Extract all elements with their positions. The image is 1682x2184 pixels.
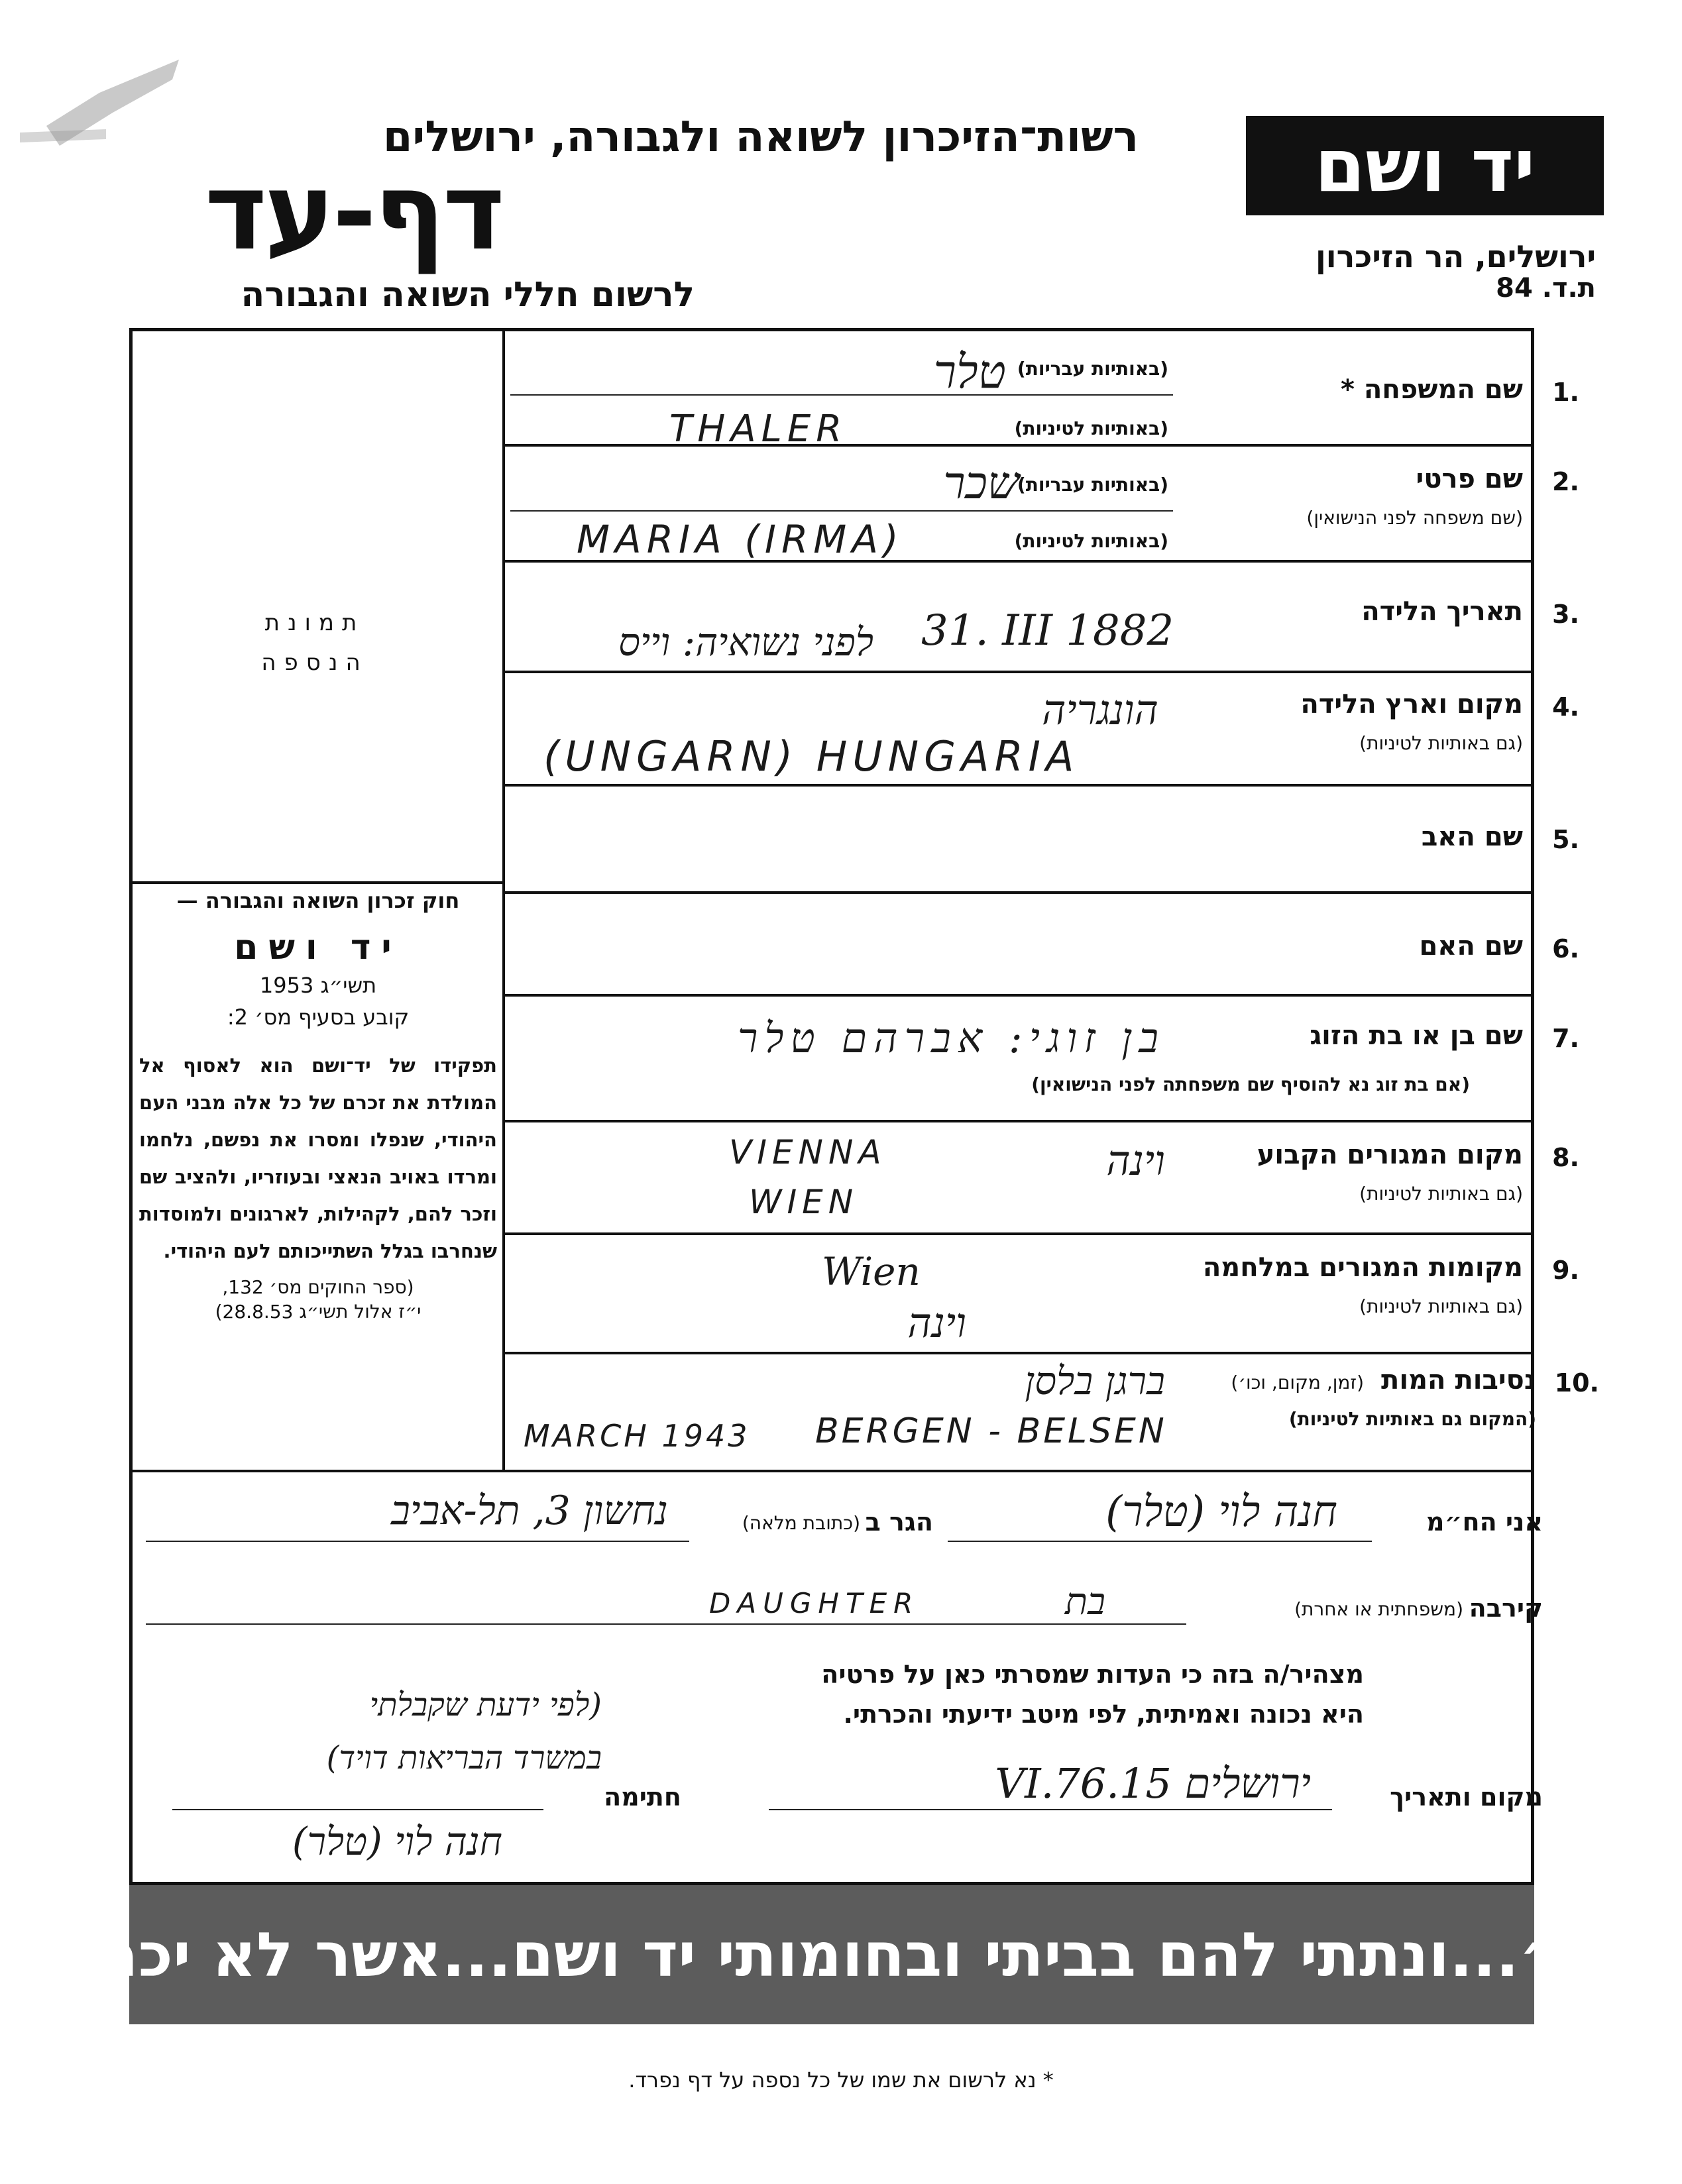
place-date-label: מקום ותאריך — [1390, 1782, 1543, 1812]
field-9-value-latin[interactable]: Wien — [822, 1249, 921, 1294]
authority-name: רשות־הזיכרון לשואה ולגבורה, ירושלים — [382, 113, 1139, 162]
row-divider — [502, 891, 1534, 894]
quote-text: ״...ונתתי להם בביתי ובחומותי יד ושם...אשר לא יכרת״ — [17, 1919, 1563, 1991]
law-org: יד ושם — [234, 928, 402, 967]
field-7-value[interactable]: בן זוגי: אברהם טלר — [737, 1014, 1165, 1062]
address-value[interactable]: נחשון 3, תל-אביב — [390, 1488, 668, 1534]
field-4-label: מקום וארץ הלידה — [1300, 689, 1523, 720]
field-3-value-date[interactable]: 31. III 1882 — [921, 606, 1174, 655]
law-text: תפקידו של יד־ושם הוא לאסוף אל המולדת את זכרם של כל אלה מבני העם היהודי, שנפלו ומסרו את נפשם, נלחמו ומרדו באויב הנאצי ובעוזריו, ולהציב שם וזכר להם, לקהילות, לארגונים ולמוסדות שנחרבו בגלל השתייכותם לעם היהודי. — [139, 1054, 497, 1262]
fields-bottom-divider — [129, 1470, 1534, 1472]
field-10-sub: (המקום גם באותיות לטיניות) — [1288, 1408, 1536, 1430]
field-2-label: שם פרטי — [1416, 464, 1523, 494]
field-9-label: מקומות המגורים במלחמה — [1202, 1252, 1523, 1283]
relation-hint: (משפחתית או אחרת) — [1294, 1598, 1463, 1620]
field-4-number: 4. — [1552, 692, 1579, 722]
field-4-value-latin[interactable]: (UNGARN) HUNGARIA — [543, 732, 1080, 781]
law-reference-date: י״ז אלול תשי״ג 28.8.53) — [215, 1301, 421, 1323]
field-4-value-hebrew[interactable]: הונגריה — [1042, 686, 1158, 734]
row-divider — [502, 444, 1534, 447]
quote-banner — [17, 1885, 1627, 2024]
field-10-value-latin[interactable]: BERGEN - BELSEN — [815, 1411, 1167, 1451]
field-8-sub: (גם באותיות לטיניות) — [1359, 1183, 1523, 1205]
field-9-number: 9. — [1552, 1256, 1579, 1285]
field-2-value-latin[interactable]: MARIA (IRMA) — [577, 517, 904, 562]
footnote: * נא לרשום את שמו של כל נספה על דף נפרד. — [628, 2067, 1054, 2093]
row-divider — [502, 1120, 1534, 1122]
field-1-hint-latin: (באותיות לטיניות) — [1014, 417, 1168, 439]
law-heading: חוק זכרון השואה והגבורה — — [176, 888, 460, 913]
address-hint: (כתובת מלאה) — [742, 1512, 860, 1534]
law-excerpt — [139, 888, 497, 1323]
field-3-value-note[interactable]: לפני נשואיה: וייס — [618, 620, 873, 665]
field-10-value-date[interactable]: MARCH 1943 — [524, 1418, 750, 1454]
photo-section-divider — [129, 881, 504, 884]
field-7-sub: (אם בת זוג נא להוסיף שם משפחתה לפני הנישואין) — [1031, 1073, 1470, 1095]
relation-value[interactable]: בת — [1064, 1580, 1105, 1623]
law-reference: (ספר החוקים מס׳ 132, — [222, 1276, 414, 1298]
field-6-label: שם האם — [1419, 931, 1523, 961]
field-5-label: שם האב — [1421, 822, 1523, 852]
relation-label: קירבה — [1469, 1594, 1543, 1623]
field-8-label: מקום המגורים הקבוע — [1257, 1140, 1523, 1170]
row-divider — [502, 1352, 1534, 1354]
field-1-value-latin[interactable]: THALER — [669, 408, 848, 451]
field-line — [510, 394, 1173, 396]
document-title: דף-עד — [204, 150, 502, 274]
declarant-name-line — [948, 1541, 1372, 1542]
address-line — [146, 1541, 689, 1542]
field-1-number: 1. — [1552, 378, 1579, 407]
row-divider — [502, 1232, 1534, 1235]
yad-vashem-logo: יד ושם — [1246, 116, 1604, 215]
logo-address-line1: ירושלים, הר הזיכרון — [1315, 239, 1596, 274]
field-2-number: 2. — [1552, 467, 1579, 496]
statement-line2: היא נכונה ואמיתית, לפי מיטב ידיעתי והכרתי. — [843, 1700, 1364, 1729]
declarant-name[interactable]: חנה לוי (טלר) — [1105, 1488, 1337, 1537]
scan-artifact — [20, 53, 192, 152]
field-8-value-hebrew[interactable]: וינה — [1106, 1136, 1165, 1185]
field-4-sub: (גם באותיות לטיניות) — [1359, 732, 1523, 754]
field-8-number: 8. — [1552, 1143, 1579, 1172]
declarant-label: אני הח״מ — [1426, 1507, 1543, 1537]
law-section: קובע בסעיף מס׳ 2: — [227, 1005, 410, 1030]
field-7-number: 7. — [1552, 1024, 1579, 1053]
field-5-number: 5. — [1552, 825, 1579, 854]
field-10-hint: (זמן, מקום, וכו׳) — [1231, 1372, 1364, 1393]
photo-label-line1: תמונת — [264, 610, 365, 636]
place-date-value[interactable]: ירושלים 15.VI.76 — [995, 1759, 1311, 1808]
signature-line — [172, 1809, 543, 1810]
field-2-value-hebrew[interactable]: שכר — [943, 457, 1019, 510]
row-divider — [502, 671, 1534, 673]
relation-line — [146, 1623, 1186, 1625]
field-9-sub: (גם באותיות לטיניות) — [1359, 1295, 1523, 1317]
field-8-value-latin1[interactable]: VIENNA — [729, 1133, 887, 1172]
field-1-label: שם המשפחה * — [1341, 374, 1523, 405]
field-1-hint-hebrew: (באותיות עבריות) — [1017, 358, 1168, 380]
resides-label: הגר ב — [865, 1507, 933, 1537]
logo-address-line2: ת.ד. 84 — [1496, 273, 1596, 303]
field-3-number: 3. — [1552, 600, 1579, 629]
law-year: תשי״ג 1953 — [259, 973, 377, 998]
field-3-label: תאריך הלידה — [1361, 596, 1523, 627]
field-6-number: 6. — [1552, 934, 1579, 963]
field-2-hint-hebrew: (באותיות עבריות) — [1017, 474, 1168, 496]
statement-line1: מצהיר/ה בזה כי העדות שמסרתי כאן על פרטיה — [821, 1660, 1364, 1689]
document-subtitle: לרשום חללי השואה והגבורה — [241, 275, 695, 315]
quote-source: ישעיהו נו, ה — [1562, 1928, 1627, 1982]
signature-note2[interactable]: במשרד הבריאות דויד) — [326, 1739, 602, 1776]
photo-label-line2: הנספה — [261, 649, 368, 676]
field-2-hint-latin: (באותיות לטיניות) — [1014, 530, 1168, 552]
field-7-label: שם בן או בת הזוג — [1310, 1020, 1523, 1051]
relation-value-latin[interactable]: DAUGHTER — [709, 1587, 920, 1619]
field-9-value-hebrew[interactable]: וינה — [907, 1299, 966, 1347]
field-10-value-hebrew[interactable]: ברגן בלסן — [1025, 1358, 1165, 1403]
field-2-sub: (שם משפחה לפני הנישואין) — [1306, 507, 1523, 529]
field-1-value-hebrew[interactable]: טלר — [933, 345, 1006, 399]
field-10-label: נסיבות המות — [1381, 1365, 1536, 1395]
field-line — [510, 510, 1173, 512]
signature-label: חתימה — [604, 1782, 681, 1812]
place-date-line — [769, 1809, 1332, 1810]
row-divider — [502, 784, 1534, 787]
photo-placeholder — [133, 603, 497, 682]
field-10-number: 10. — [1554, 1368, 1599, 1397]
field-8-value-latin2[interactable]: WIEN — [749, 1183, 859, 1221]
row-divider — [502, 994, 1534, 997]
signature-value[interactable]: חנה לוי (טלר) — [292, 1819, 502, 1864]
signature-note1[interactable]: (לפי ידעת שקבלתי — [369, 1686, 602, 1723]
column-divider — [502, 328, 505, 1471]
